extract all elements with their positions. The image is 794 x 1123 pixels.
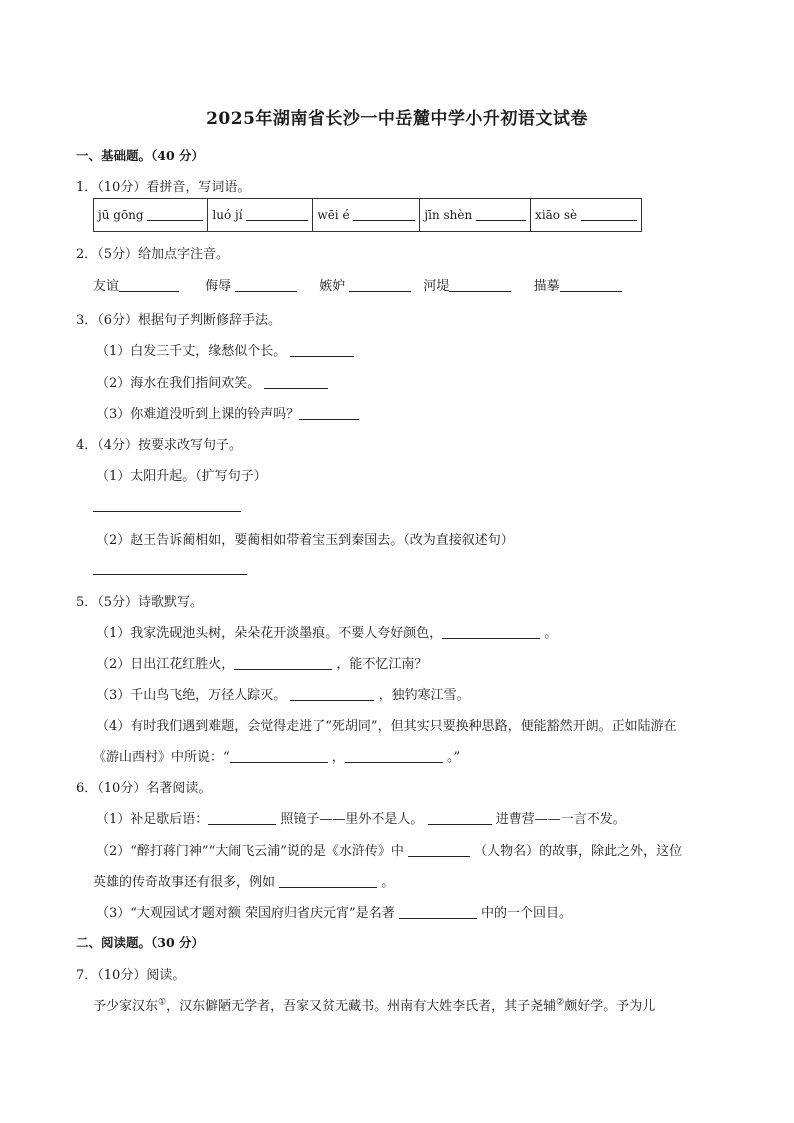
question-3-stem: 3．（6分）根据句子判断修辞手法。 <box>76 313 282 328</box>
section-basics-heading: 一、基础题。（40 分） <box>76 148 204 163</box>
pinyin-cell <box>208 199 313 232</box>
answer-blank[interactable] <box>345 749 443 763</box>
answer-blank[interactable] <box>299 406 359 420</box>
question-5-stem: 5．（5分）诗歌默写。 <box>76 595 204 610</box>
exam-title: 2025年湖南省长沙一中岳麓中学小升初语文试卷 <box>206 109 588 129</box>
answer-line[interactable] <box>93 573 247 575</box>
passage-text: 颇好学。予为儿 <box>564 999 656 1014</box>
question-6-item-3 <box>96 902 572 921</box>
passage-text: ，汉东僻陋无学者，吾家又贫无藏书。州南有大姓李氏者，其子尧辅 <box>166 999 557 1014</box>
item-text: （1）补足歇后语： <box>96 812 209 827</box>
word-text: 河堤 <box>423 279 450 294</box>
item-text: （2）“醉打蒋门神”“大闹飞云浦”说的是《水浒传》中 <box>96 844 404 859</box>
answer-blank[interactable] <box>442 625 540 639</box>
answer-blank[interactable] <box>147 208 203 221</box>
word-text: 侮辱 <box>205 279 232 294</box>
pinyin-cell <box>94 199 208 232</box>
question-5-item-4-line2 <box>93 746 460 765</box>
question-6-stem: 6．（10分）名著阅读。 <box>76 781 212 796</box>
item-text: 进曹营——一言不发。 <box>495 812 626 827</box>
poem-text: （2）日出江花红胜火， <box>96 657 235 672</box>
word-text: 友谊 <box>93 279 120 294</box>
answer-blank[interactable] <box>279 874 377 888</box>
item-text: 。 <box>381 875 395 890</box>
answer-blank[interactable] <box>234 656 332 670</box>
poem-text: ， <box>331 750 345 765</box>
item-text: 英雄的传奇故事还有很多，例如 <box>93 875 276 890</box>
question-2-stem: 2．（5分）给加点字注音。 <box>76 247 230 262</box>
answer-blank[interactable] <box>428 811 492 825</box>
poem-text: 《游山西村》中所说：“ <box>93 750 230 765</box>
question-3-item-2 <box>96 372 328 391</box>
poem-text: 。” <box>446 750 461 765</box>
poem-text: （3）千山鸟飞绝，万径人踪灭。 <box>96 688 287 703</box>
pinyin-cell <box>313 199 420 232</box>
reading-passage <box>93 995 655 1014</box>
sentence-text: （1）白发三千丈，缘愁似个长。 <box>96 344 287 359</box>
question-6-item-2-line1 <box>96 840 682 859</box>
answer-blank[interactable] <box>235 278 297 292</box>
question-1-stem: 1．（10分）看拼音，写词语。 <box>76 180 251 195</box>
question-6-item-1 <box>96 808 626 827</box>
question-5-item-1 <box>96 622 557 641</box>
word-item <box>423 275 529 294</box>
pinyin-cell <box>531 199 642 232</box>
question-5-item-3 <box>96 684 470 703</box>
pinyin-text: jīn shèn <box>424 208 473 222</box>
pinyin-text: xiāo sè <box>535 208 578 222</box>
section-reading-heading: 二、阅读题。（30 分） <box>76 935 204 950</box>
answer-blank[interactable] <box>119 278 179 292</box>
answer-blank[interactable] <box>581 208 637 221</box>
question-5-item-4-line1: （4）有时我们遇到难题，会觉得走进了“死胡同”，但其实只要换种思路，便能豁然开朗。正如陆游在 <box>96 719 677 734</box>
question-6-item-2-line2 <box>93 871 394 890</box>
dotted-words-row <box>93 275 634 294</box>
word-text: 嫉妒 <box>319 279 346 294</box>
answer-blank[interactable] <box>449 278 511 292</box>
question-4-stem: 4．（4分）按要求改写句子。 <box>76 438 243 453</box>
word-item <box>205 275 315 294</box>
pinyin-text: jū gōng <box>98 208 144 222</box>
answer-blank[interactable] <box>476 208 526 221</box>
question-3-item-1 <box>96 340 354 359</box>
answer-blank[interactable] <box>399 905 477 919</box>
answer-line[interactable] <box>93 510 241 512</box>
word-item <box>534 275 634 294</box>
footnote-marker: ② <box>556 997 565 1008</box>
sentence-text: （3）你难道没听到上课的铃声吗？ <box>96 407 300 422</box>
pinyin-table <box>93 198 642 232</box>
item-text: （3）“大观园试才题对额 荣国府归省庆元宵”是名著 <box>96 906 395 921</box>
sentence-text: （2）海水在我们指间欢笑。 <box>96 376 261 391</box>
answer-blank[interactable] <box>408 843 470 857</box>
item-text: （人物名）的故事，除此之外，这位 <box>474 844 683 859</box>
pinyin-cell <box>420 199 531 232</box>
answer-blank[interactable] <box>353 208 415 221</box>
passage-text: 予少家汉东 <box>93 999 159 1014</box>
answer-blank[interactable] <box>290 343 354 357</box>
answer-blank[interactable] <box>208 811 276 825</box>
word-item <box>319 275 419 294</box>
footnote-marker: ① <box>158 997 167 1008</box>
question-4-item-2: （2）赵王告诉蔺相如，要蔺相如带着宝玉到秦国去。（改为直接叙述句） <box>96 533 514 548</box>
word-text: 描摹 <box>533 279 560 294</box>
word-item <box>93 275 201 294</box>
pinyin-text: wēi é <box>317 208 350 222</box>
item-text: 照镜子——里外不是人。 <box>280 812 424 827</box>
question-5-item-2 <box>96 653 427 672</box>
question-4-item-1: （1）太阳升起。（扩写句子） <box>96 469 267 484</box>
item-text: 中的一个回目。 <box>480 906 572 921</box>
poem-text: ，独钓寒江雪。 <box>378 688 470 703</box>
answer-blank[interactable] <box>560 278 622 292</box>
answer-blank[interactable] <box>230 749 328 763</box>
poem-text: 。 <box>544 626 558 641</box>
question-3-item-3 <box>96 403 359 422</box>
answer-blank[interactable] <box>246 208 308 221</box>
pinyin-text: luó jí <box>212 208 243 222</box>
poem-text: ，能不忆江南？ <box>336 657 428 672</box>
answer-blank[interactable] <box>264 375 328 389</box>
question-7-stem: 7．（10分）阅读。 <box>76 968 186 983</box>
poem-text: （1）我家洗砚池头树，朵朵花开淡墨痕。不要人夸好颜色， <box>96 626 443 641</box>
answer-blank[interactable] <box>349 278 411 292</box>
answer-blank[interactable] <box>290 687 374 701</box>
